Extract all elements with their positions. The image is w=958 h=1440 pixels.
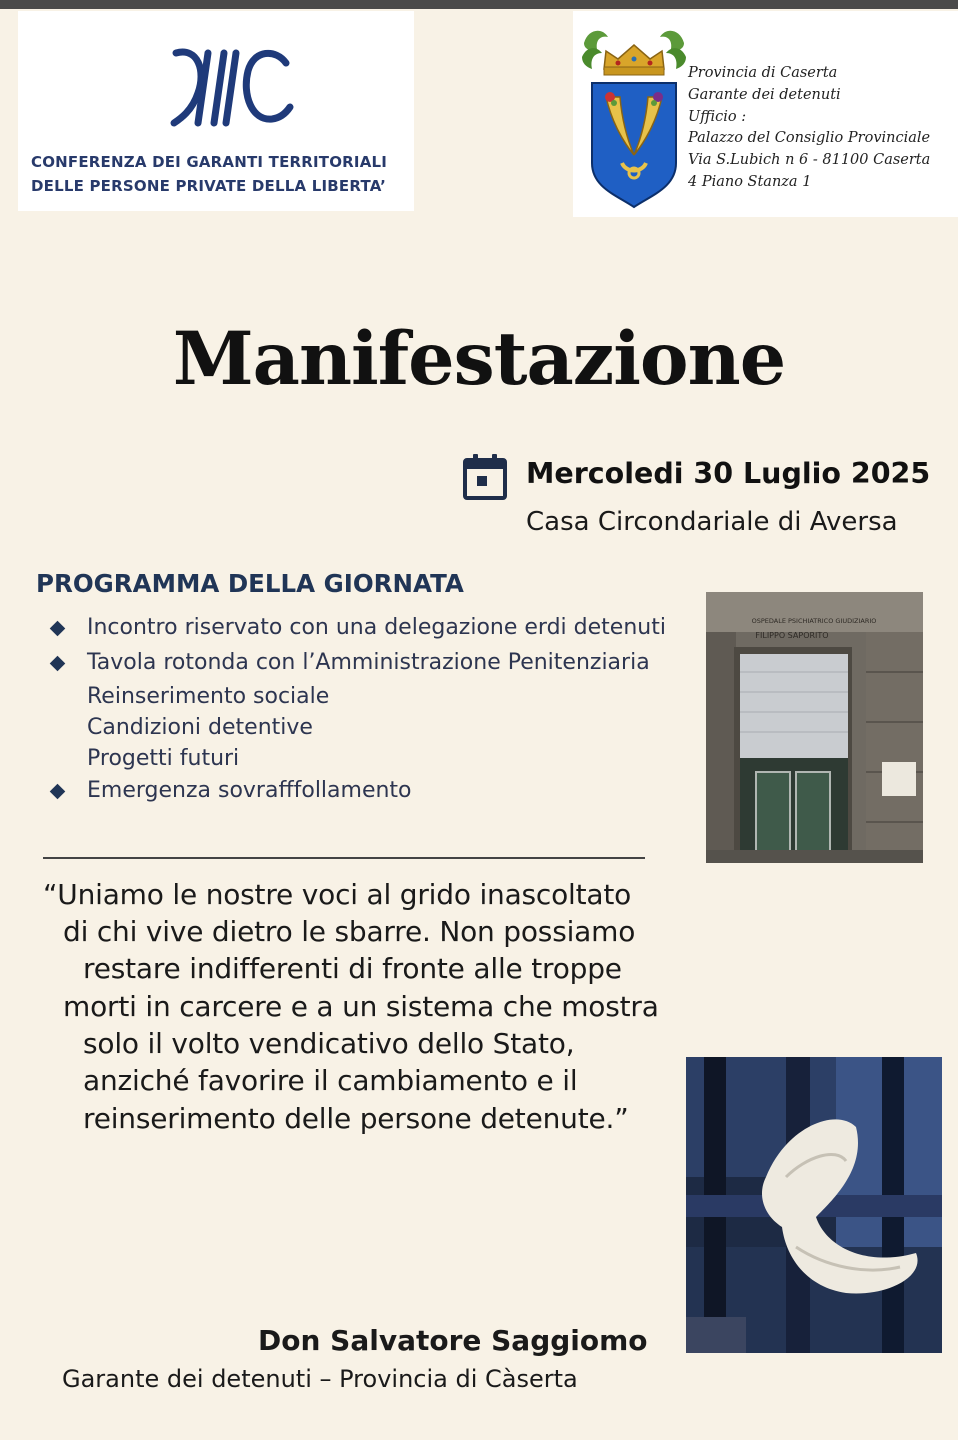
quote-line: “Uniamo le nostre voci al grido inascoltato [43, 878, 632, 911]
prison-building-photo [706, 592, 923, 863]
quote-line: anziché favorire il cambiamento e il [83, 1064, 578, 1097]
province-line-3: Ufficio : [688, 108, 747, 125]
event-venue: Casa Circondariale di Aversa [526, 507, 898, 537]
signatory-role: Garante dei detenuti – Provincia di Càserta [62, 1365, 578, 1393]
province-card [573, 11, 958, 217]
caserta-province-crest-icon [578, 23, 690, 211]
program-subitem: Candizioni detentive [87, 715, 313, 740]
program-item: Emergenza sovrafffollamento [87, 778, 412, 803]
province-office-text [688, 63, 958, 194]
bullet-diamond-icon [50, 656, 66, 672]
quote-line: di chi vive dietro le sbarre. Non possiamo [63, 915, 636, 948]
section-divider [43, 857, 645, 859]
quote-line: solo il volto vendicativo dello Stato, [83, 1027, 575, 1060]
top-strip [0, 0, 958, 9]
province-line-4: Palazzo del Consiglio Provinciale [688, 130, 931, 147]
bullet-diamond-icon [50, 784, 66, 800]
prison-bars-photo [686, 1057, 942, 1353]
program-heading: PROGRAMMA DELLA GIORNATA [36, 569, 464, 598]
building-sign-line-1: OSPEDALE PSICHIATRICO GIUDIZIARIO [751, 617, 877, 625]
province-line-6: 4 Piano Stanza 1 [688, 173, 812, 190]
program-item: Incontro riservato con una delegazione erdi detenuti [87, 615, 666, 640]
bullet-diamond-icon [50, 621, 66, 637]
calendar-icon [462, 453, 508, 501]
conference-monogram-icon [168, 41, 298, 137]
quote-line: reinserimento delle persone detenute.” [83, 1102, 629, 1135]
building-sign-line-2: FILIPPO SAPORITO [755, 631, 829, 640]
quote-line: restare indifferenti di fronte alle troppe [83, 952, 622, 985]
conference-name [31, 150, 411, 198]
quote-line: morti in carcere e a un sistema che mostra [63, 990, 659, 1023]
province-line-1: Provincia di Caserta [688, 65, 838, 81]
program-subitem: Progetti futuri [87, 746, 240, 771]
conference-line-1: CONFERENZA DEI GARANTI TERRITORIALI [31, 153, 388, 171]
signatory-name: Don Salvatore Saggiomo [258, 1324, 648, 1357]
program-item: Tavola rotonda con l’Amministrazione Penitenziaria [87, 650, 650, 675]
conference-logo-card [18, 11, 414, 211]
conference-line-2: DELLE PERSONE PRIVATE DELLA LIBERTA’ [31, 177, 387, 195]
page-title: Manifestazione [172, 316, 786, 402]
event-date: Mercoledi 30 Luglio 2025 [526, 457, 931, 490]
program-subitem: Reinserimento sociale [87, 684, 330, 709]
province-line-5: Via S.Lubich n 6 - 81100 Caserta [688, 152, 931, 169]
province-line-2: Garante dei detenuti [688, 86, 841, 103]
